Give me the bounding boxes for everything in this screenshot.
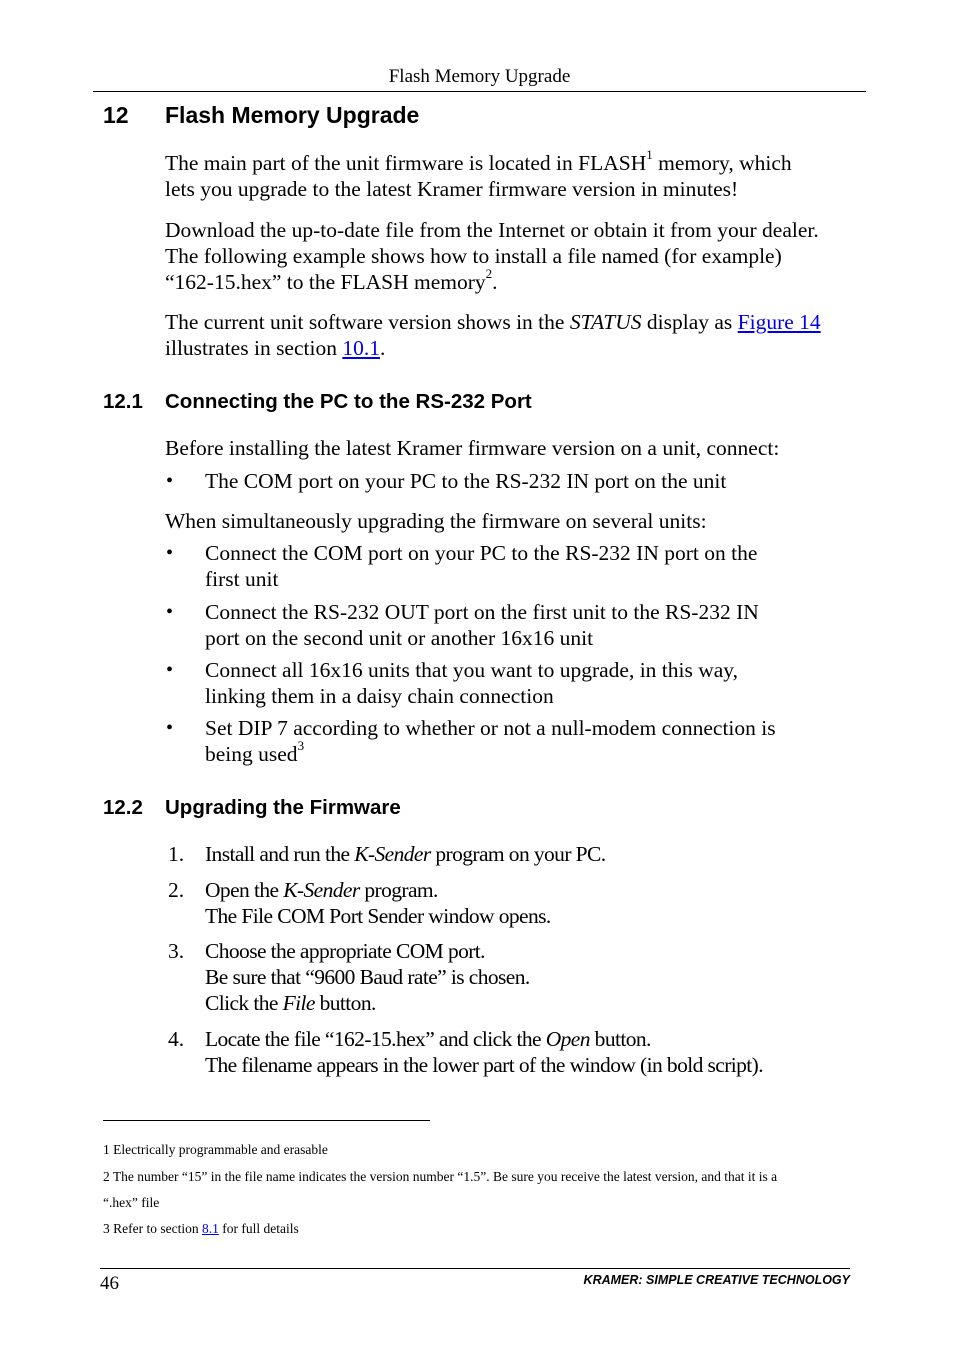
bullet-item: The COM port on your PC to the RS-232 IN port on the unit [205,469,727,493]
step-line [205,841,606,867]
footnote-1: 1 Electrically programmable and erasable [103,1142,328,1157]
text-run: program on your PC. [430,842,606,866]
bullet-line: first unit [205,567,279,591]
footnote-ref: 1 [646,146,653,162]
figure-link[interactable]: Figure 14 [737,310,821,334]
section-title: Flash Memory Upgrade [165,102,420,128]
text-run: Install and run the [205,842,355,866]
subsection-number: 12.1 [103,390,143,413]
bullet-line: Connect the RS-232 OUT port on the first unit to the RS-232 IN [205,600,759,624]
step-line: The filename appears in the lower part of the window (in bold script). [205,1053,764,1077]
italic-term: File [282,991,315,1015]
footnote-line: “.hex” file [103,1195,160,1210]
text-run: . [379,336,386,360]
section-number: 12 [103,102,129,128]
italic-term: K-Sender [354,842,431,866]
bullet-item [205,657,738,709]
page-number: 46 [100,1273,119,1294]
subsection-title: Connecting the PC to the RS-232 Port [165,390,532,413]
footnote-ref: 3 [297,737,305,753]
page-footer [100,1268,850,1299]
text-run: button. [314,991,376,1015]
italic-term: K-Sender [283,878,360,902]
italic-term: Open [545,1027,590,1051]
step-number: 3. [168,939,185,963]
step-line: Choose the appropriate COM port. [205,939,485,963]
subsection-heading [103,796,401,820]
step-text [205,841,606,867]
text-run: memory, which [652,151,792,175]
text-run: The main part of the unit firmware is located in FLASH [165,151,647,175]
text-run: “162-15.hex” to the FLASH memory [165,270,486,294]
step-line [205,1026,763,1052]
bullet-line: Set DIP 7 according to whether or not a null-modem connection is [205,716,776,740]
paragraph-line: lets you upgrade to the latest Kramer firmware version in minutes! [165,177,739,201]
paragraph-line [165,146,792,176]
text-run: Click the [205,991,283,1015]
footnote-2 [103,1164,777,1216]
paragraph-line [165,335,821,361]
bullet-line [205,737,776,767]
bullet-item [205,599,759,651]
text-run: button. [589,1027,651,1051]
text-run: 3 Refer to section [103,1221,202,1236]
footnote-ref: 2 [485,265,493,281]
step-number: 1. [168,842,185,866]
paragraph-connect-intro: Before installing the latest Kramer firmware version on a unit, connect: [165,436,780,460]
step-text [205,1026,763,1078]
footnote-3 [103,1216,299,1242]
step-line: The File COM Port Sender window opens. [205,904,551,928]
bullet-item [205,540,757,592]
footer-brand: KRAMER: SIMPLE CREATIVE TECHNOLOGY [583,1273,850,1287]
section-heading [103,102,419,129]
step-number: 2. [168,878,185,902]
subsection-title: Upgrading the Firmware [165,796,401,819]
running-header: Flash Memory Upgrade [93,63,866,92]
bullet-line: Connect the COM port on your PC to the RS-232 IN port on the [205,541,758,565]
paragraph-line [165,265,819,295]
text-run: Locate the file “162-15.hex” and click the [205,1027,546,1051]
step-number: 4. [168,1027,185,1051]
text-run: for full details [218,1221,299,1236]
bullet-marker: • [166,542,174,564]
step-line [205,877,551,903]
bullet-line: port on the second unit or another 16x16 unit [205,626,594,650]
text-run: program. [359,878,438,902]
paragraph-line: The following example shows how to install a file named (for example) [165,244,782,268]
text-run: . [492,270,498,294]
text-run: The current unit software version shows in the [165,310,570,334]
paragraph-intro [165,146,792,202]
paragraph-several-units: When simultaneously upgrading the firmware on several units: [165,509,707,533]
text-run: illustrates in section [165,336,343,360]
bullet-marker: • [166,601,174,623]
text-run: being used [205,742,298,766]
subsection-number: 12.2 [103,796,143,819]
step-text [205,938,530,1016]
subsection-heading [103,390,532,414]
text-run: Open the [205,878,284,902]
paragraph-download [165,217,819,295]
text-run: display as [641,310,738,334]
bullet-line: Connect all 16x16 units that you want to upgrade, in this way, [205,658,739,682]
step-line: Be sure that “9600 Baud rate” is chosen. [205,965,530,989]
bullet-marker: • [166,470,174,492]
italic-term: STATUS [569,310,642,334]
bullet-item [205,715,776,767]
paragraph-line [165,309,821,335]
footnote-separator [103,1120,430,1121]
paragraph-version [165,309,821,361]
bullet-marker: • [166,659,174,681]
section-link[interactable]: 10.1 [342,336,380,360]
footnote-line: 2 The number “15” in the file name indicates the version number “1.5”. Be sure you receive the latest version, and that it is a [103,1169,778,1184]
bullet-line: linking them in a daisy chain connection [205,684,554,708]
step-line [205,990,530,1016]
step-text [205,877,551,929]
footnote-section-link[interactable]: 8.1 [201,1221,219,1236]
paragraph-line: Download the up-to-date file from the Internet or obtain it from your dealer. [165,218,819,242]
bullet-marker: • [166,717,174,739]
